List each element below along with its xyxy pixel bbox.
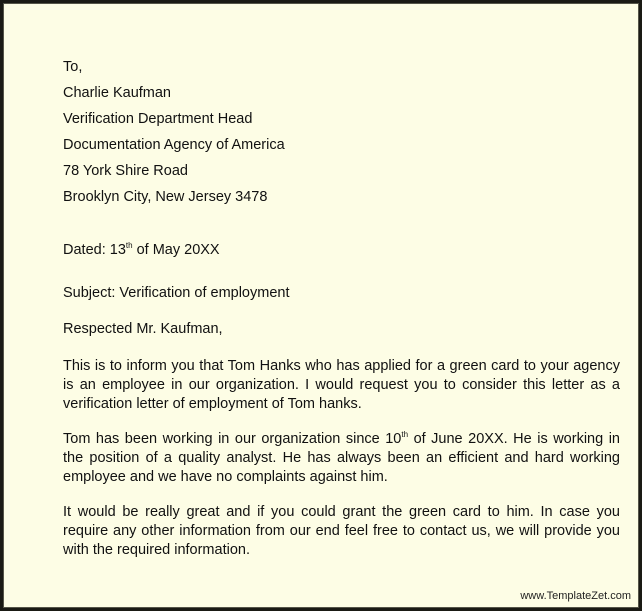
recipient-name: Charlie Kaufman: [63, 85, 171, 101]
body-paragraph-1: This is to inform you that Tom Hanks who has applied for a green card to your agency is an employee in our organization. I would request you to consider this letter as a verification letter of employment of Tom hanks.: [63, 358, 620, 412]
letter-salutation: Respected Mr. Kaufman,: [63, 321, 223, 337]
recipient-street: 78 York Shire Road: [63, 163, 188, 179]
paragraph-2-start: Tom has been working in our organization since 10: [63, 431, 402, 447]
body-paragraph-2: [63, 430, 620, 487]
recipient-organization: Documentation Agency of America: [63, 137, 285, 153]
to-label: To,: [63, 59, 83, 75]
recipient-title: Verification Department Head: [63, 111, 253, 127]
watermark-text: www.TemplateZet.com: [520, 590, 631, 602]
letter-subject: Subject: Verification of employment: [63, 285, 290, 301]
paragraph-2-ordinal: th: [401, 430, 409, 439]
date-rest: of May 20XX: [132, 242, 220, 258]
date-prefix: Dated: 13: [63, 242, 126, 258]
letter-page: [3, 3, 639, 608]
body-paragraph-3: It would be really great and if you could grant the green card to him. In case you require any other information from our end feel free to contact us, we will provide you with the required information.: [63, 504, 620, 558]
date-ordinal: th: [125, 241, 133, 250]
recipient-city-state: Brooklyn City, New Jersey 3478: [63, 189, 268, 205]
paragraph-2-end: of June 20XX. He is working in the position of a quality analyst. He has always been an efficient and hard working employee and we have no complaints against him.: [63, 431, 620, 485]
recipient-address: [63, 54, 620, 210]
letter-date: [63, 240, 620, 260]
